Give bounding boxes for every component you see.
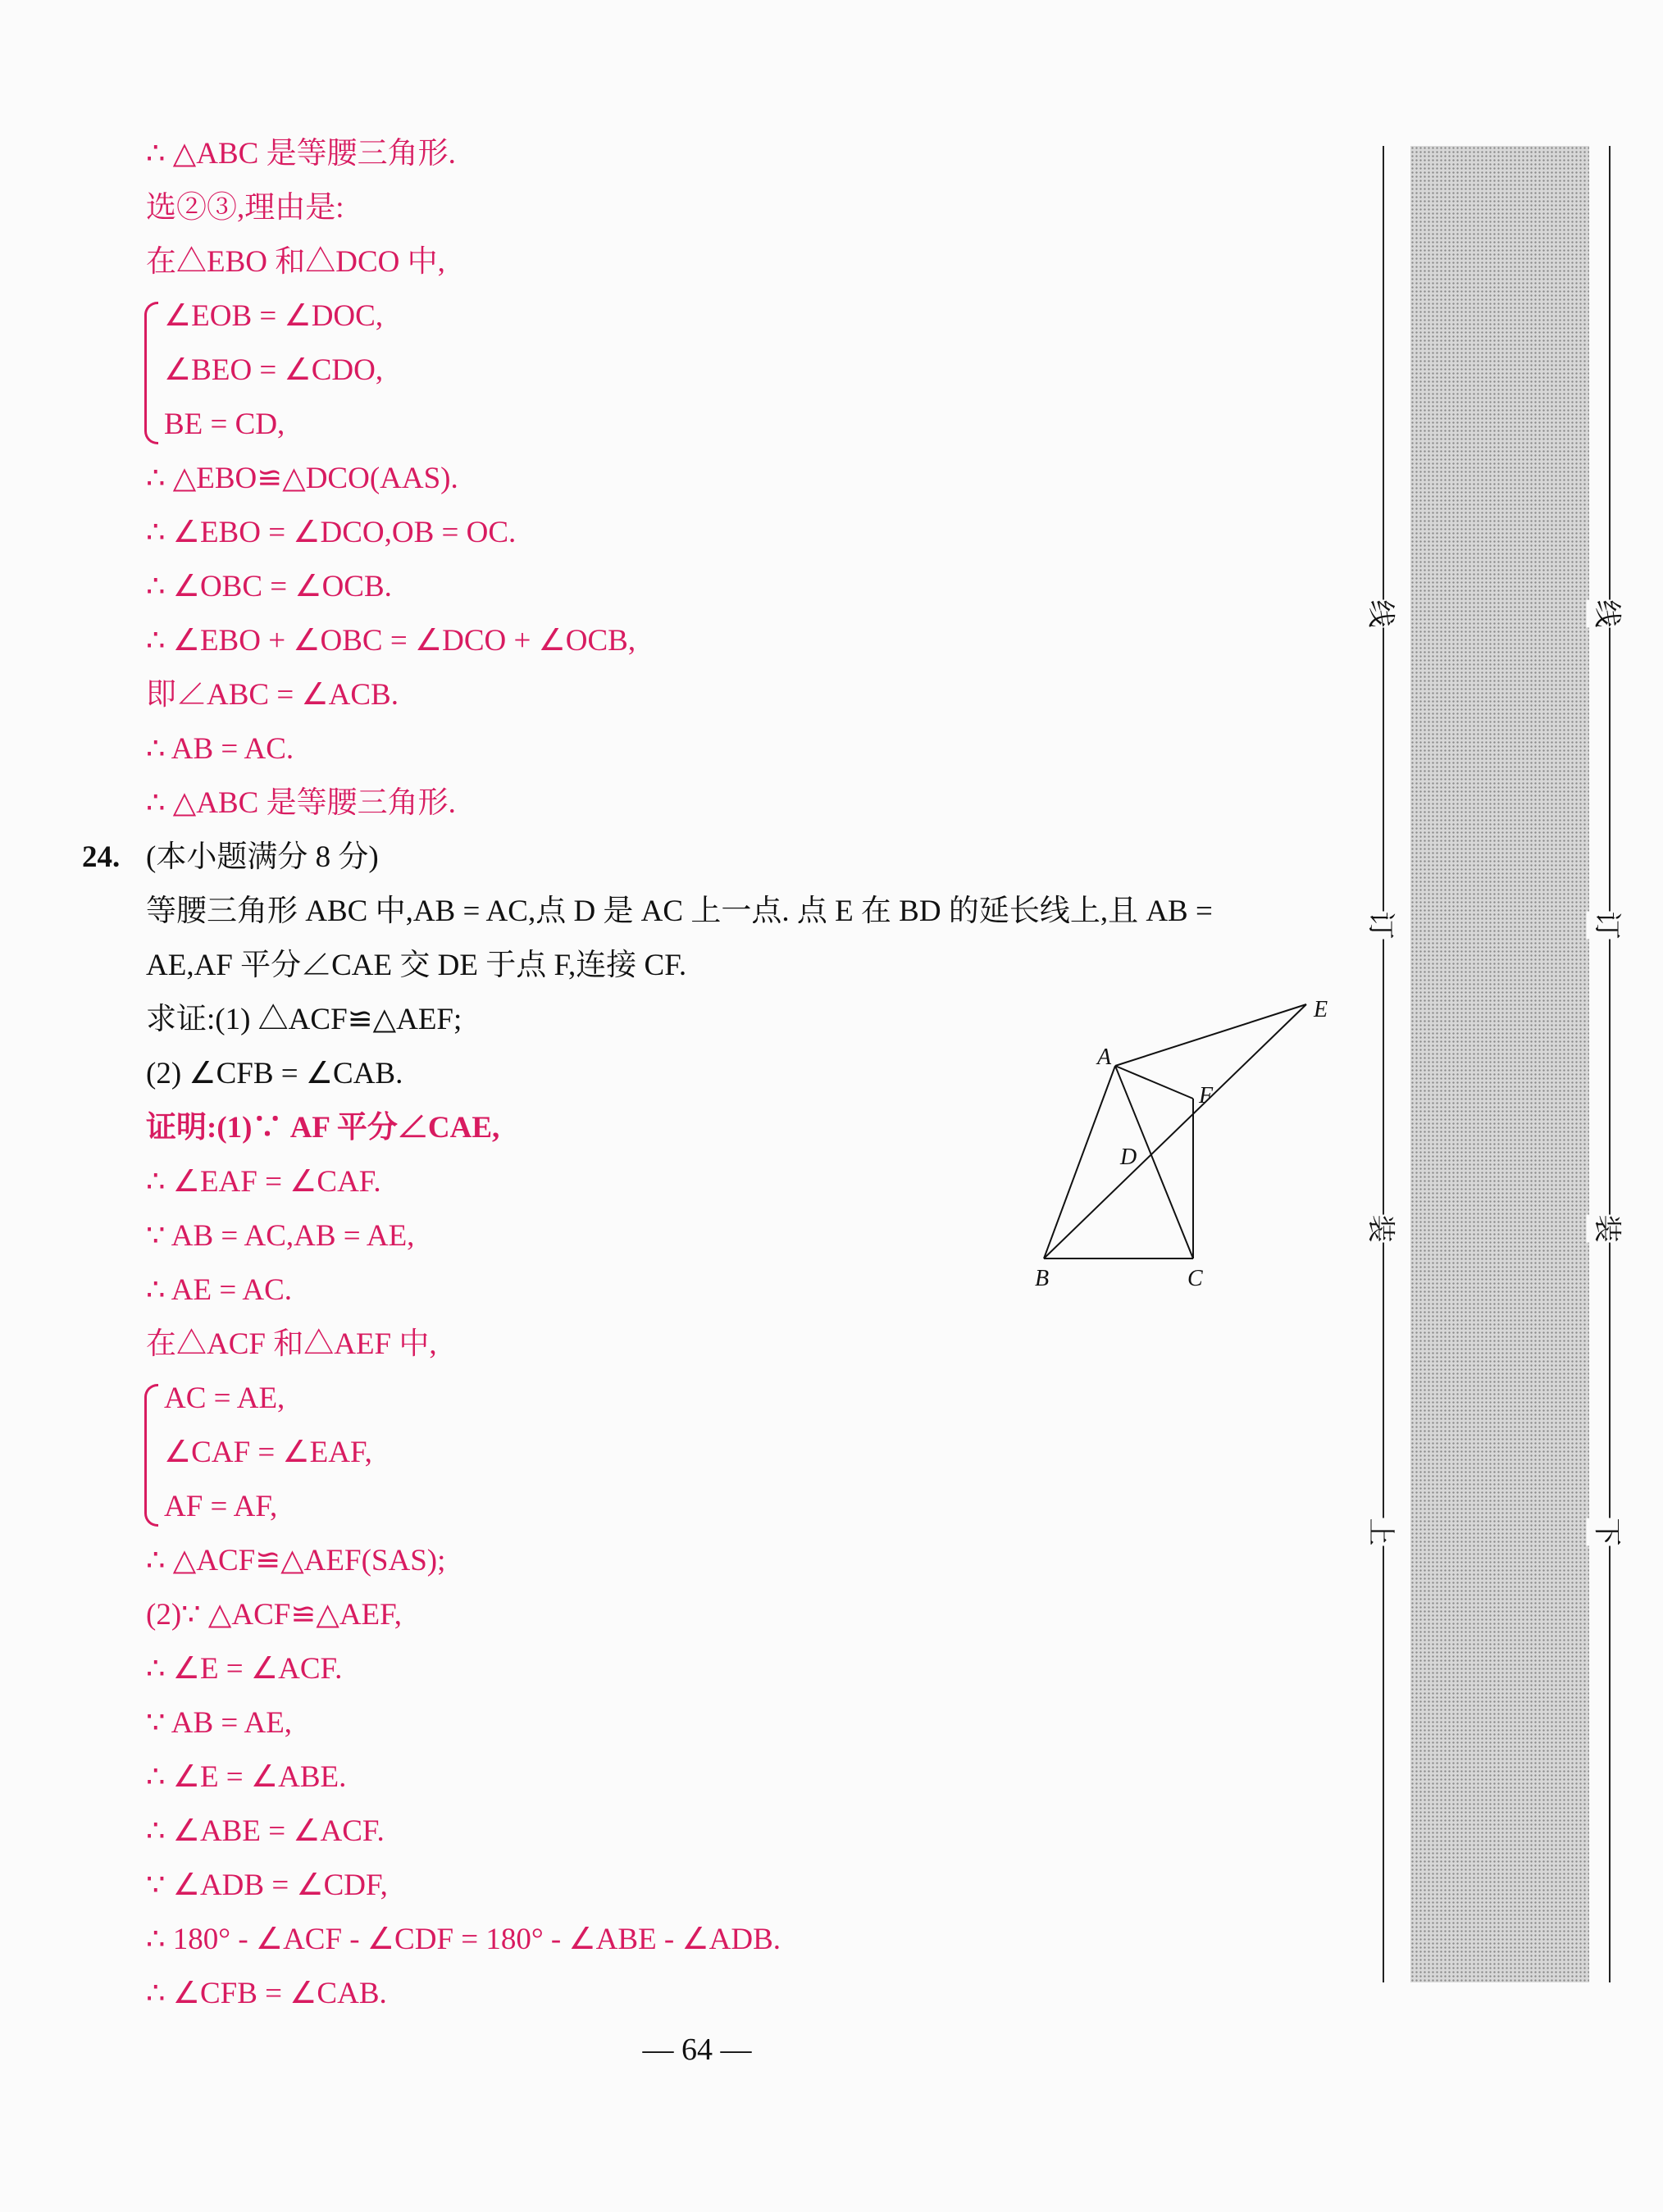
proof-line-11: ∴ ∠E = ∠ACF. — [146, 1652, 343, 1686]
answer-line-10: ∴ ∠EBO + ∠OBC = ∠DCO + ∠OCB, — [146, 624, 636, 658]
proof-line-5: 在△ACF 和△AEF 中, — [146, 1327, 437, 1361]
proof-line-17: ∴ ∠CFB = ∠CAB. — [146, 1977, 387, 2010]
answer-line-9: ∴ ∠OBC = ∠OCB. — [146, 570, 392, 603]
margin-label-ding-left: 订 — [1360, 912, 1407, 940]
label-D: D — [1120, 1145, 1137, 1170]
label-F: F — [1199, 1083, 1214, 1108]
question-number: 24. — [82, 840, 121, 874]
proof-line-16: ∴ 180° - ∠ACF - ∠CDF = 180° - ∠ABE - ∠ADB. — [146, 1923, 781, 1956]
label-B: B — [1035, 1266, 1050, 1291]
page-number: — 64 — — [642, 2032, 752, 2067]
system-brace-1 — [144, 302, 158, 444]
label-A: A — [1097, 1045, 1112, 1070]
binding-line-left — [1383, 146, 1384, 1982]
label-C: C — [1187, 1266, 1203, 1291]
question-text-1: 等腰三角形 ABC 中,AB = AC,点 D 是 AC 上一点. 点 E 在 BD 的延长线上,且 AB = — [146, 894, 1213, 928]
margin-label-xia-right: 下 — [1587, 1518, 1633, 1546]
margin-label-xian-left: 线 — [1360, 600, 1407, 628]
answer-line-6: BE = CD, — [164, 407, 285, 441]
margin-label-zhuang-right: 装 — [1587, 1215, 1633, 1243]
proof-line-4: ∴ AE = AC. — [146, 1273, 293, 1307]
margin-label-zhuang-left: 装 — [1360, 1215, 1407, 1243]
question-text-3: 求证:(1) △ACF≌△AEF; — [146, 1003, 462, 1036]
system-brace-2 — [144, 1384, 158, 1527]
binding-line-right — [1609, 146, 1611, 1982]
answer-line-3: 在△EBO 和△DCO 中, — [146, 245, 445, 279]
answer-line-11: 即∠ABC = ∠ACB. — [146, 678, 399, 712]
margin-label-shang-left: 上 — [1360, 1518, 1407, 1546]
proof-line-9: ∴ △ACF≌△AEF(SAS); — [146, 1544, 446, 1577]
proof-line-6: AC = AE, — [164, 1381, 285, 1415]
proof-line-8: AF = AF, — [164, 1490, 278, 1523]
proof-line-2: ∴ ∠EAF = ∠CAF. — [146, 1165, 381, 1199]
question-header: (本小题满分 8 分) — [146, 840, 379, 874]
question-text-2: AE,AF 平分∠CAE 交 DE 于点 F,连接 CF. — [146, 949, 687, 982]
answer-line-4: ∠EOB = ∠DOC, — [164, 299, 384, 333]
proof-line-14: ∴ ∠ABE = ∠ACF. — [146, 1814, 385, 1848]
proof-line-1: 证明:(1)∵ AF 平分∠CAE, — [146, 1111, 500, 1145]
answer-line-7: ∴ △EBO≌△DCO(AAS). — [146, 462, 458, 495]
segment-BE — [1044, 1004, 1306, 1258]
proof-line-12: ∵ AB = AE, — [146, 1706, 293, 1740]
answer-line-8: ∴ ∠EBO = ∠DCO,OB = OC. — [146, 516, 517, 549]
proof-line-3: ∵ AB = AC,AB = AE, — [146, 1219, 415, 1253]
answer-line-12: ∴ AB = AC. — [146, 732, 294, 766]
proof-line-7: ∠CAF = ∠EAF, — [164, 1436, 372, 1469]
label-E: E — [1314, 997, 1328, 1022]
answer-line-5: ∠BEO = ∠CDO, — [164, 353, 384, 387]
dotted-binding-band — [1410, 146, 1589, 1982]
answer-line-13: ∴ △ABC 是等腰三角形. — [146, 786, 456, 820]
margin-label-xian-right: 线 — [1587, 600, 1633, 628]
margin-label-ding-right: 订 — [1587, 912, 1633, 940]
segment-AB — [1044, 1066, 1115, 1258]
geometry-figure — [1017, 992, 1345, 1295]
proof-line-15: ∵ ∠ADB = ∠CDF, — [146, 1868, 388, 1902]
question-text-4: (2) ∠CFB = ∠CAB. — [146, 1057, 403, 1090]
proof-line-13: ∴ ∠E = ∠ABE. — [146, 1760, 347, 1794]
answer-line-2: 选②③,理由是: — [146, 191, 344, 225]
answer-line-1: ∴ △ABC 是等腰三角形. — [146, 137, 456, 171]
segment-AE — [1115, 1004, 1306, 1066]
proof-line-10: (2)∵ △ACF≌△AEF, — [146, 1598, 403, 1632]
